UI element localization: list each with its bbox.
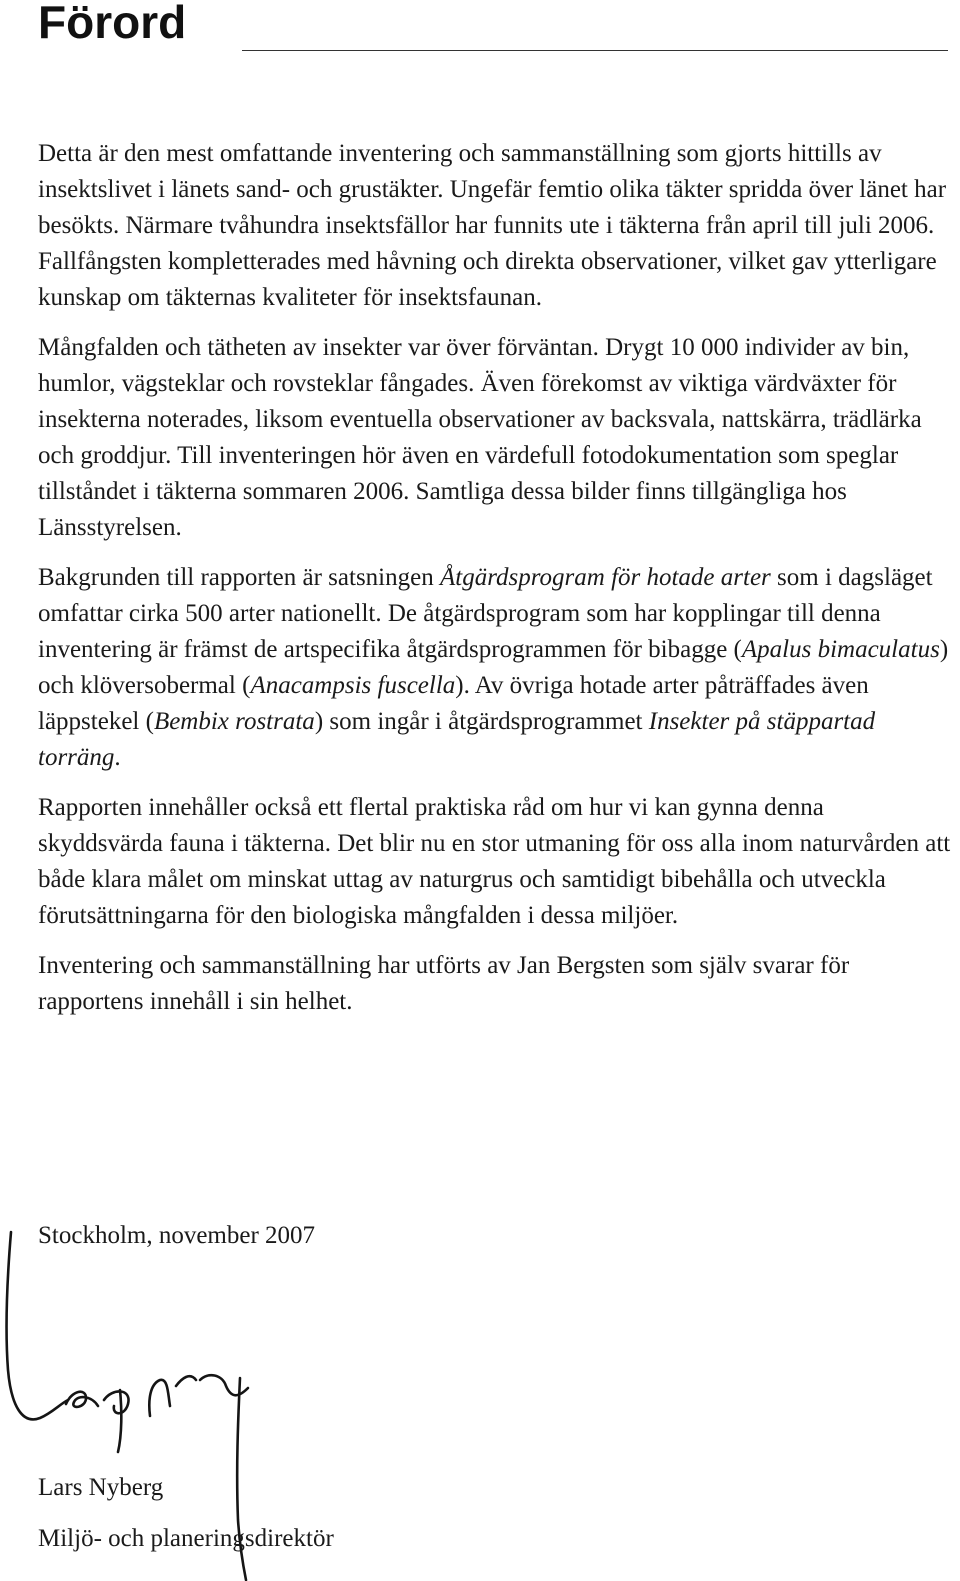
place-date: Stockholm, november 2007: [38, 1222, 316, 1249]
program-title-italic: Åtgärdsprogram för hotade arter: [439, 564, 771, 591]
page-title: Förord: [38, 0, 187, 48]
species-name-apalus: Apalus bimaculatus: [741, 636, 940, 663]
species-name-bembix: Bembix rostrata: [153, 708, 315, 735]
paragraph-1: Detta är den mest omfattande inventering och sammanställning som gjorts hittills av insektslivet i länets sand- och grustäkter. Ungefär femtio olika täkter spridda över länet har besökts. Närmare tvåhundra insektsfällor har funnits ute i täkterna från april till juli 2006. Fallfångsten kompletterades med håvning och direkta observationer, vilket gav ytterligare kunskap om täkternas kvaliteter för insektsfaunan.: [38, 140, 947, 311]
signer-title: Miljö- och planeringsdirektör: [38, 1525, 334, 1552]
species-name-anacampsis: Anacampsis fuscella: [250, 672, 456, 699]
paragraph-3-text-5: ) som ingår i åtgärdsprogrammet: [314, 708, 649, 735]
paragraph-5: Inventering och sammanställning har utförts av Jan Bergsten som själv svarar för rapportens innehåll i sin helhet.: [38, 952, 850, 1015]
program-name-insekter: Insekter på stäppartad torräng: [38, 708, 876, 771]
signer-name: Lars Nyberg: [38, 1474, 164, 1501]
paragraph-3-text-6: .: [114, 744, 121, 771]
paragraph-3-text-1: Bakgrunden till rapporten är satsningen: [38, 564, 440, 591]
paragraph-3-text-3: ) och klöversobermal (: [38, 636, 949, 699]
paragraph-3: [38, 560, 954, 776]
paragraph-3-text-2: som i dagsläget omfattar cirka 500 arter nationellt. De åtgärdsprogram som har kopplingar till denna inventering är främst de artspecifika åtgärdsprogrammen för bibagge (: [38, 564, 933, 663]
paragraph-3-text-4: ). Av övriga hotade arter påträffades även läppstekel (: [38, 672, 869, 735]
paragraph-4: Rapporten innehåller också ett flertal praktiska råd om hur vi kan gynna denna skyddsvärda fauna i täkterna. Det blir nu en stor utmaning för oss alla inom naturvården att både klara målet om minskat uttag av naturgrus och samtidigt bibehålla och utveckla förutsättningarna för den biologiska mångfalden i dessa miljöer.: [38, 794, 951, 929]
paragraph-2: Mångfalden och tätheten av insekter var över förväntan. Drygt 10 000 individer av bin, humlor, vägsteklar och rovsteklar fångades. Även förekomst av viktiga värdväxter för insekterna noterades, liksom eventuella observationer av backsvala, nattskärra, trädlärka och groddjur. Till inventeringen hör även en värdefull fotodokumentation som speglar tillståndet i täkterna sommaren 2006. Samtliga dessa bilder finns tillgängliga hos Länsstyrelsen.: [38, 334, 922, 541]
title-divider: [242, 50, 948, 51]
foreword-body: [38, 136, 954, 1020]
